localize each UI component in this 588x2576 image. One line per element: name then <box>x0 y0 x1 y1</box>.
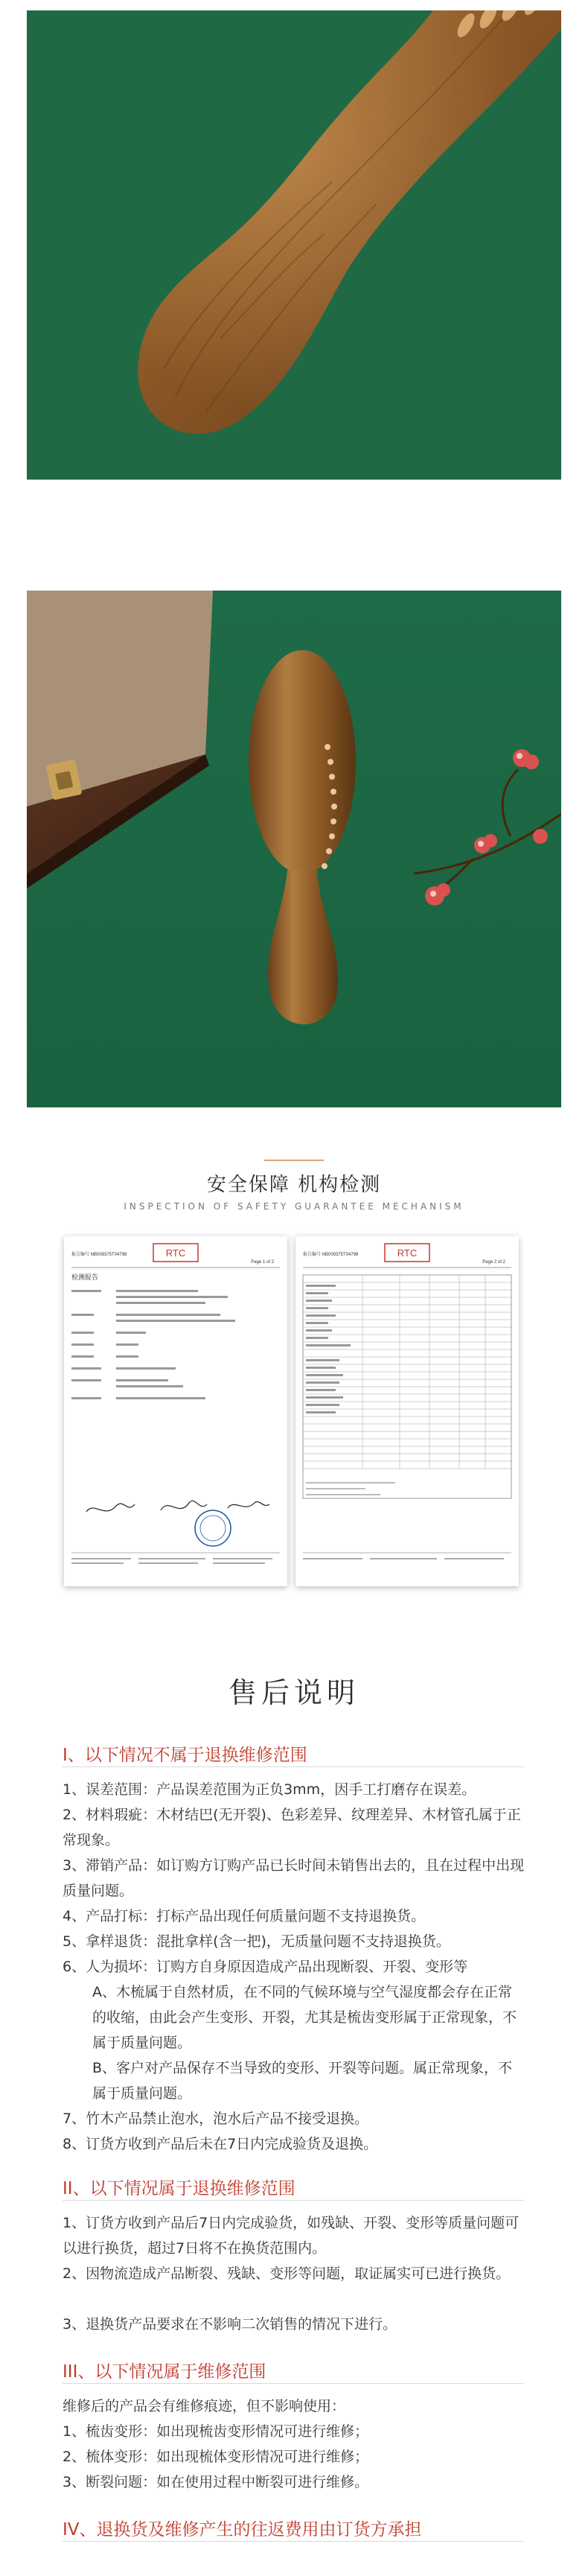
section-3-divider <box>63 2383 524 2384</box>
section-2-item-2: 2、因物流造成产品断裂、残缺、变形等问题，取证属实可已进行换货。 <box>63 2265 511 2282</box>
section-1-item-3: 3、滞销产品：如订购方订购产品已长时间未销售出去的，且在过程中出现质量问题。 <box>63 1857 525 1899</box>
section-1-item-6: 6、人为损坏：订购方自身原因造成产品出现断裂、开裂、变形等 <box>63 1959 468 1975</box>
section-1-divider <box>63 1766 524 1767</box>
inspection-subtitle: INSPECTION OF SAFETY GUARANTEE MECHANISM <box>124 1201 464 1212</box>
section-1-sub-item-a: A、木梳属于自然材质，在不同的气候环境与空气湿度都会存在正常的收缩，由此会产生变形、开裂，尤其是梳齿变形属于正常现象，不属于质量问题。 <box>92 1984 517 2051</box>
section-3-item-1: 1、梳齿变形：如出现梳齿变形情况可进行维修； <box>63 2423 369 2440</box>
rtc-logo: RTC <box>165 1247 186 1259</box>
report-page-no: Page 1 of 2 <box>251 1260 274 1265</box>
section-1-item-1: 1、误差范围：产品误差范围为正负3mm，因手工打磨存在误差。 <box>63 1781 476 1798</box>
hairbrush-handle-image <box>27 10 561 480</box>
product-photo-full <box>27 591 561 1107</box>
section-1-heading: I、以下情况不属于退换维修范围 <box>63 1746 307 1765</box>
report-page-2-scan <box>295 1236 519 1586</box>
inspection-report-page-1 <box>64 1236 287 1586</box>
rtc-logo: RTC <box>397 1247 418 1259</box>
section-1-item-7: 7、竹木产品禁止泡水，泡水后产品不接受退换。 <box>63 2111 369 2127</box>
report-cert-no: 报告编号 NB009375T04798 <box>71 1253 127 1257</box>
section-divider <box>264 1160 324 1161</box>
inspection-title: 安全保障 机构检测 <box>206 1174 382 1196</box>
section-3-heading: III、以下情况属于维修范围 <box>63 2362 266 2382</box>
section-3-item-3: 3、断裂问题：如在使用过程中断裂可进行维修。 <box>63 2474 369 2490</box>
report-page-no: Page 2 of 2 <box>482 1260 505 1265</box>
section-2-item-1: 1、订货方收到产品后7日内完成验货，如残缺、开裂、变形等质量问题可以进行换货，超过7日将不在换货范围内。 <box>63 2215 520 2257</box>
section-2-divider <box>63 2200 524 2201</box>
inspection-report-page-2 <box>295 1236 519 1586</box>
report-header: 检测报告 <box>71 1274 99 1282</box>
section-1-item-4: 4、产品打标：打标产品出现任何质量问题不支持退换货。 <box>63 1908 426 1924</box>
section-1-sub-item-b: B、客户对产品保存不当导致的变形、开裂等问题。属正常现象，不属于质量问题。 <box>92 2060 513 2102</box>
section-2-item-3: 3、退换货产品要求在不影响二次销售的情况下进行。 <box>63 2316 397 2332</box>
section-4-divider <box>63 2541 524 2542</box>
report-cert-no: 报告编号 NB009375T04798 <box>303 1253 359 1257</box>
product-photo-handle <box>27 10 561 480</box>
section-3-item-2: 2、梳体变形：如出现梳体变形情况可进行维修； <box>63 2449 369 2465</box>
after-sales-title: 售后说明 <box>228 1676 359 1709</box>
section-1-item-5: 5、拿样退货：混批拿样(含一把)，无质量问题不支持退换货。 <box>63 1933 450 1950</box>
section-1-item-8: 8、订货方收到产品后未在7日内完成验货及退换。 <box>63 2136 378 2152</box>
section-1-item-2: 2、材料瑕疵：木材结巴(无开裂)、色彩差异、纹理差异、木材管孔属于正常现象。 <box>63 1807 521 1848</box>
hairbrush-full-image <box>27 591 561 1107</box>
section-2-heading: II、以下情况属于退换维修范围 <box>63 2179 295 2198</box>
report-page-1-scan <box>64 1236 287 1586</box>
section-4-heading: IV、退换货及维修产生的往返费用由订货方承担 <box>63 2520 422 2540</box>
section-3-item-intro: 维修后的产品会有维修痕迹，但不影响使用： <box>63 2398 346 2414</box>
